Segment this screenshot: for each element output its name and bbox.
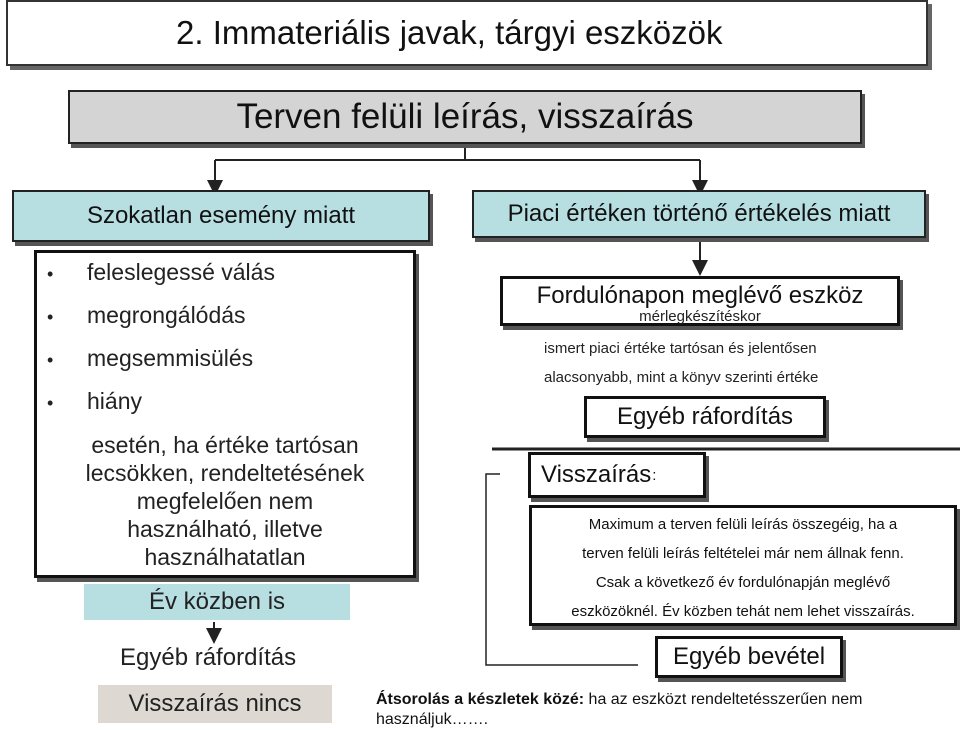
right-expense-text: Egyéb ráfordítás bbox=[616, 403, 794, 430]
footer-normal-text: ha az eszközt rendeltetésszerűen nem bbox=[584, 691, 863, 708]
reversal-line: terven felüli leírás feltételei már nem állnak fenn. bbox=[582, 545, 904, 562]
condition-line: esetén, ha értéke tartósan bbox=[91, 432, 359, 458]
list-item bbox=[47, 345, 253, 372]
fordulonap-subtitle: mérlegkészítéskor bbox=[639, 308, 761, 325]
event-list-box bbox=[34, 250, 416, 578]
reversal-line: eszközöknél. Év közben tehát nem lehet visszaírás. bbox=[571, 603, 915, 620]
income-box bbox=[655, 636, 843, 678]
reversal-line: Csak a következő év fordulónapján meglévő bbox=[595, 574, 891, 591]
reversal-description-box bbox=[529, 505, 957, 626]
during-year-text: Év közben is bbox=[148, 588, 286, 615]
reversal-label-box bbox=[528, 452, 706, 498]
list-item-text: feleslegessé válás bbox=[87, 259, 275, 285]
footer-note bbox=[376, 690, 936, 730]
category-market-value-text: Piaci értéken történő értékelés miatt bbox=[507, 200, 891, 227]
no-reversal-text: Visszaírás nincs bbox=[128, 690, 302, 717]
condition-line: megfelelően nem bbox=[136, 488, 314, 514]
fordulonap-desc-line: alacsonyabb, mint a könyv szerinti értéke bbox=[544, 369, 819, 386]
category-market-value bbox=[472, 190, 926, 238]
list-item bbox=[47, 259, 275, 286]
during-year-label bbox=[84, 584, 350, 620]
condition-line: használható, illetve bbox=[127, 516, 323, 542]
reversal-label-text: Visszaírás bbox=[541, 461, 652, 488]
no-reversal-label bbox=[98, 685, 332, 723]
bullet-icon: • bbox=[47, 307, 54, 327]
list-item-text: megsemmisülés bbox=[87, 345, 254, 371]
list-item-text: hiány bbox=[87, 388, 142, 414]
fordulonap-desc-line: ismert piaci értéke tartósan és jelentősen bbox=[544, 340, 817, 357]
list-item bbox=[47, 302, 246, 329]
fordulonap-box bbox=[500, 276, 900, 326]
condition-line: használhatatlan bbox=[144, 544, 306, 570]
reversal-line: Maximum a terven felüli leírás összegéig, ha a bbox=[588, 516, 898, 533]
main-heading-text: Terven felüli leírás, visszaírás bbox=[236, 97, 694, 136]
list-item-text: megrongálódás bbox=[87, 302, 246, 328]
fordulonap-title: Fordulónapon meglévő eszköz bbox=[536, 282, 864, 309]
bullet-icon: • bbox=[47, 264, 54, 284]
reversal-colon: : bbox=[652, 466, 657, 484]
category-unusual-event bbox=[12, 190, 430, 242]
category-unusual-event-text: Szokatlan esemény miatt bbox=[86, 202, 356, 229]
bullet-icon: • bbox=[47, 393, 54, 413]
main-heading bbox=[68, 90, 862, 144]
right-expense-box bbox=[584, 396, 826, 438]
footer-line2: használjuk……. bbox=[376, 711, 489, 728]
income-text: Egyéb bevétel bbox=[672, 643, 826, 670]
bullet-icon: • bbox=[47, 350, 54, 370]
footer-bold-text: Átsorolás a készletek közé: bbox=[376, 691, 585, 708]
left-expense-label: Egyéb ráfordítás bbox=[120, 644, 297, 671]
condition-line: lecsökken, rendeltetésének bbox=[85, 460, 365, 486]
list-item bbox=[47, 388, 142, 415]
condition-text bbox=[37, 431, 413, 571]
page-title bbox=[6, 0, 928, 66]
page-title-text: 2. Immateriális javak, tárgyi eszközök bbox=[176, 14, 723, 51]
